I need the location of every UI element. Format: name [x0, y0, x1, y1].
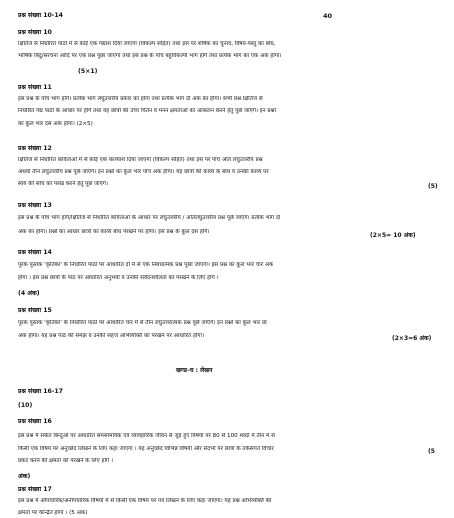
body-line: भाषिक बिंदु/संरचना आदि पर एक प्रश्न पूछा जाएगा तथा इस प्रश्न के पाँच बहुविकल्पी भाग होंगे तथा प्रत्येक भाग का एक अंक होगा। [18, 53, 282, 59]
body-line: अंक का होगा। प्रश्नों का आधार छात्रों का काव्य बोध परखने पर होगा। इस प्रश्न के कुल दस होंगे। [18, 229, 210, 235]
body-line: पूरक पुस्तक 'कृतिका' के निर्धारित पाठों पर आधारित चार में से तीन लघुउत्तरात्मक प्रश्न पूछे जाएँगे। इन प्रश्नों का कुल भार छः [18, 320, 268, 326]
body-line: अंक होगा। यह प्रश्न पाठ की समझ व उनकी सहज अभिव्यक्ति को परखने पर आधारित होगा। [18, 333, 205, 339]
heading-line: प्रश्न संख्या 10 [18, 29, 52, 36]
heading-line: प्रश्न संख्या 14 [18, 249, 52, 256]
marks-label: (2×5= 10 अंक) [370, 232, 416, 239]
heading-line: (4 अंक) [18, 290, 40, 297]
page-number: 40 [323, 12, 333, 20]
body-line: क्षितिज से निर्धारित कविताओं में से कोई एक काव्यांश दिया जाएगा (विकल्प सहित) तथा इस पर पाँच अति लघुउत्तरीय प्रश्न [18, 157, 263, 163]
body-line: स्वयं की सोच को परख करने हेतु पूछे जाएँगे। [18, 181, 108, 187]
body-line: होगा । इस प्रश्न छात्रों के पाठ पर आधारित अनुभवों व उनकी संवेदनशीलता को परखने के लिए होंगे । [18, 275, 219, 281]
body-line: इस प्रश्न के पाँच भाग होंगे/क्षितिज से निर्धारित कविताओं के आधार पर लघुउत्तरीय / अतिलघुउत्तरीय प्रश्न पूछे जाएँगे। प्रत्येक भाग दो [18, 215, 281, 221]
body-line: क्षितिज से निर्धारित पाठों में से कोई एक गद्यांश दिया जाएगा (विकल्प सहित) तथा इस पर शीर्षक का चुनाव, विषय-वस्तु का बोध, [18, 41, 276, 47]
body-line: अथवा तीन लघुउत्तरीय प्रश्न पूछे जाएँगे। इन प्रश्नों का कुल भार पाँच अंक होगा। यह छात्रों की काव्य के बोध व उनकी काव्य पर [18, 169, 269, 175]
marks-label: (5) [428, 183, 438, 190]
body-line: इस प्रश्न में संकेत बिन्दुओं पर आधारित समसामयिक एवं व्यावहारिक जीवन से जुड़े हुए विषयों पर 80 से 100 शब्दों में तीन में से [18, 433, 275, 439]
body-line: इस प्रश्न के पाँच भाग होंगे। प्रत्येक भाग लघुउत्तरीय प्रकार का होगा तथा प्रत्येक भाग दो अंक का होगा। सभी प्रश्न क्षितिज से [18, 96, 263, 102]
heading-line: प्रश्न संख्या 12 [18, 145, 52, 152]
heading-line: प्रश्न संख्या 11 [18, 84, 52, 91]
marks-label: (2×3=6 अंक) [392, 335, 432, 342]
marks-label: (5 [428, 448, 435, 455]
heading-line: प्रश्न संख्या 17 [18, 486, 52, 493]
heading-line: प्रश्न संख्या 16-17 [18, 388, 63, 395]
heading-line: (10) [18, 402, 33, 409]
body-line: पूरक पुस्तक 'कृतिका' के निर्धारित पाठों पर आधारित दो में से एक निबंधात्मक प्रश्न पूछा जाएगा। इस प्रश्न का कुल भार चार अंक [18, 262, 274, 268]
body-line: निर्धारित गद्य पाठों के आधार पर होंगे तथा यह छात्रों की उच्च चिंतन व मनन क्षमताओं का आकलन करने हेतु पूछे जाएँगे। इन प्रश्नों [18, 108, 276, 114]
body-line: प्रकट करने की क्षमता को परखने के लिए होंगे । [18, 458, 113, 464]
body-line: किसी एक विषय पर अनुच्छेद लिखने के लिए कहा जाएगा । यह अनुच्छेद विभिन्न विषयों और संदर्भों पर छात्रों के तर्कसंगत विचार [18, 446, 274, 452]
heading-line: अंक) [18, 473, 31, 480]
heading-line: प्रश्न संख्या 15 [18, 307, 52, 314]
heading-line: प्रश्न संख्या 13 [18, 202, 52, 209]
section-heading: खण्ड–घ : लेखन [176, 367, 213, 374]
heading-line: प्रश्न संख्या 16 [18, 418, 52, 425]
heading-line: (5×1) [78, 68, 98, 75]
heading-line: प्रश्न संख्या 10-14 [18, 12, 63, 19]
body-line: इस प्रश्न में औपचारिक/अनौपचारिक विषयों में से किसी एक विषय पर पत्र लिखने के लिए कहा जाएगा। यह प्रश्न अभिव्यक्ति की [18, 498, 272, 504]
body-line: का कुल भार दस अंक होगा। (2×5) [18, 121, 93, 127]
body-line: क्षमता पर केन्द्रित होगा । (5 अंक) [18, 510, 88, 516]
